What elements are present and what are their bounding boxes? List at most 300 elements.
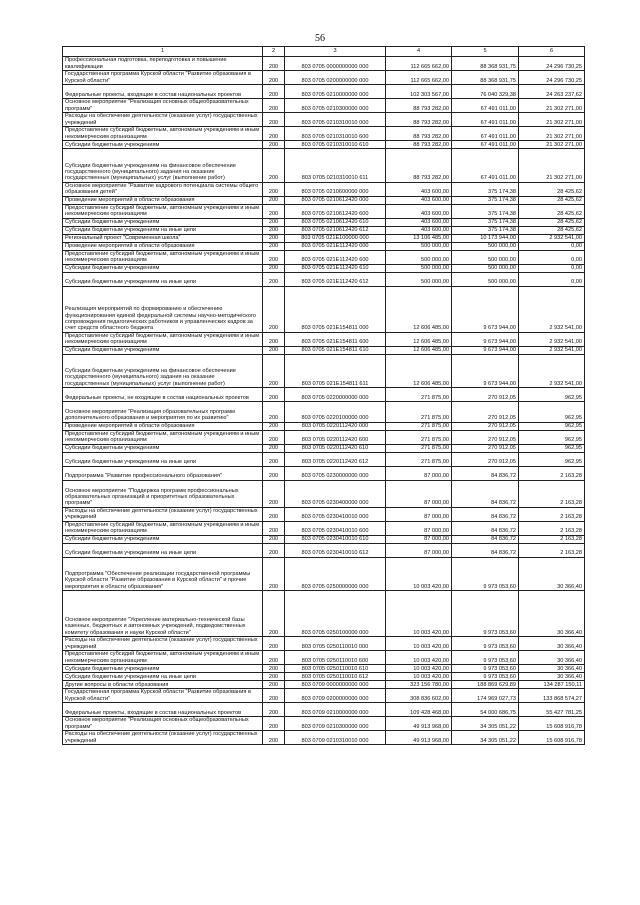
amount-cell: 270 912,05 bbox=[452, 402, 519, 423]
amount-cell: 2 163,28 bbox=[519, 466, 585, 480]
table-row bbox=[63, 535, 585, 543]
amount-cell: 21 302 271,00 bbox=[519, 113, 585, 127]
amount-cell: 270 912,05 bbox=[452, 452, 519, 466]
budget-classification-cell: 803 0705 0210310010 600 bbox=[285, 127, 386, 141]
line-code-cell: 200 bbox=[263, 665, 285, 673]
budget-classification-cell: 803 0705 021E112420 610 bbox=[285, 264, 386, 272]
table-row bbox=[63, 57, 585, 71]
amount-cell: 2 932 541,00 bbox=[519, 346, 585, 354]
table-row bbox=[63, 665, 585, 673]
budget-classification-cell: 803 0705 021E112420 000 bbox=[285, 242, 386, 250]
amount-cell: 30 366,40 bbox=[519, 591, 585, 637]
line-code-cell: 200 bbox=[263, 204, 285, 218]
table-row bbox=[63, 182, 585, 196]
amount-cell: 10 003 420,00 bbox=[386, 591, 452, 637]
amount-cell: 67 491 011,00 bbox=[452, 113, 519, 127]
amount-cell: 962,95 bbox=[519, 388, 585, 402]
amount-cell: 9 673 944,00 bbox=[452, 286, 519, 332]
amount-cell: 67 491 011,00 bbox=[452, 141, 519, 149]
amount-cell: 500 000,00 bbox=[452, 272, 519, 286]
expense-name-cell: Основное мероприятие "Реализация основных общеобразовательных программ" bbox=[63, 717, 263, 731]
table-row bbox=[63, 196, 585, 204]
table-row bbox=[63, 234, 585, 242]
budget-classification-cell: 803 0705 0220000000 000 bbox=[285, 388, 386, 402]
expense-name-cell: Предоставление субсидий бюджетным, автономным учреждениям и иным некоммерческим организациям bbox=[63, 430, 263, 444]
expense-name-cell: Предоставление субсидий бюджетным, автономным учреждениям и иным некоммерческим организациям bbox=[63, 204, 263, 218]
expense-name-cell: Профессиональная подготовка, переподготовка и повышение квалификации bbox=[63, 57, 263, 71]
table-row bbox=[63, 422, 585, 430]
expense-name-cell: Субсидии бюджетным учреждениям bbox=[63, 665, 263, 673]
amount-cell: 28 425,62 bbox=[519, 196, 585, 204]
expense-name-cell: Субсидии бюджетным учреждениям на иные цели bbox=[63, 673, 263, 681]
table-row bbox=[63, 346, 585, 354]
budget-table bbox=[62, 46, 585, 745]
amount-cell: 271 875,00 bbox=[386, 430, 452, 444]
line-code-cell: 200 bbox=[263, 637, 285, 651]
budget-classification-cell: 803 0705 0220112420 610 bbox=[285, 444, 386, 452]
budget-classification-cell: 803 0705 0230400000 000 bbox=[285, 480, 386, 507]
table-row bbox=[63, 113, 585, 127]
line-code-cell: 200 bbox=[263, 226, 285, 234]
expense-name-cell: Проведение мероприятий в области образования bbox=[63, 196, 263, 204]
amount-cell: 49 913 968,00 bbox=[386, 717, 452, 731]
amount-cell: 76 040 329,38 bbox=[452, 85, 519, 99]
amount-cell: 500 000,00 bbox=[386, 272, 452, 286]
amount-cell: 133 868 574,27 bbox=[519, 689, 585, 703]
table-row bbox=[63, 480, 585, 507]
table-row bbox=[63, 673, 585, 681]
budget-classification-cell: 803 0709 0000000000 000 bbox=[285, 681, 386, 689]
line-code-cell: 200 bbox=[263, 354, 285, 388]
amount-cell: 375 174,38 bbox=[452, 182, 519, 196]
budget-classification-cell: 803 0705 0210612420 610 bbox=[285, 218, 386, 226]
amount-cell: 0,00 bbox=[519, 272, 585, 286]
expense-name-cell: Подпрограмма "Развитие профессионального образования" bbox=[63, 466, 263, 480]
expense-name-cell: Предоставление субсидий бюджетным, автономным учреждениям и иным некоммерческим организациям bbox=[63, 332, 263, 346]
expense-name-cell: Государственная программа Курской области "Развитие образования в Курской области" bbox=[63, 71, 263, 85]
expense-name-cell: Расходы на обеспечение деятельности (оказание услуг) государственных учреждений bbox=[63, 507, 263, 521]
amount-cell: 21 302 271,00 bbox=[519, 99, 585, 113]
amount-cell: 500 000,00 bbox=[386, 264, 452, 272]
amount-cell: 84 836,72 bbox=[452, 507, 519, 521]
amount-cell: 2 163,28 bbox=[519, 507, 585, 521]
table-row bbox=[63, 543, 585, 557]
amount-cell: 403 600,00 bbox=[386, 196, 452, 204]
budget-classification-cell: 803 0705 0230410010 610 bbox=[285, 535, 386, 543]
amount-cell: 67 491 011,00 bbox=[452, 99, 519, 113]
amount-cell: 0,00 bbox=[519, 264, 585, 272]
amount-cell: 84 836,72 bbox=[452, 521, 519, 535]
table-row bbox=[63, 521, 585, 535]
table-row bbox=[63, 332, 585, 346]
amount-cell: 88 793 282,00 bbox=[386, 149, 452, 183]
table-row bbox=[63, 264, 585, 272]
amount-cell: 12 606 485,00 bbox=[386, 286, 452, 332]
budget-classification-cell: 803 0705 0220112420 612 bbox=[285, 452, 386, 466]
expense-name-cell: Федеральные проекты, не входящие в состав национальных проектов bbox=[63, 388, 263, 402]
table-row bbox=[63, 250, 585, 264]
amount-cell: 323 156 780,00 bbox=[386, 681, 452, 689]
table-row bbox=[63, 444, 585, 452]
line-code-cell: 200 bbox=[263, 71, 285, 85]
expense-name-cell: Предоставление субсидий бюджетным, автономным учреждениям и иным некоммерческим организациям bbox=[63, 521, 263, 535]
expense-name-cell: Расходы на обеспечение деятельности (оказание услуг) государственных учреждений bbox=[63, 113, 263, 127]
amount-cell: 2 932 541,00 bbox=[519, 354, 585, 388]
amount-cell: 55 427 781,25 bbox=[519, 703, 585, 717]
amount-cell: 102 303 567,00 bbox=[386, 85, 452, 99]
table-row bbox=[63, 226, 585, 234]
line-code-cell: 200 bbox=[263, 388, 285, 402]
line-code-cell: 200 bbox=[263, 402, 285, 423]
table-row bbox=[63, 85, 585, 99]
amount-cell: 34 305 051,22 bbox=[452, 717, 519, 731]
amount-cell: 30 366,40 bbox=[519, 673, 585, 681]
table-row bbox=[63, 466, 585, 480]
amount-cell: 174 969 027,73 bbox=[452, 689, 519, 703]
budget-classification-cell: 803 0705 0000000000 000 bbox=[285, 57, 386, 71]
table-row bbox=[63, 99, 585, 113]
budget-classification-cell: 803 0705 0230410010 612 bbox=[285, 543, 386, 557]
line-code-cell: 200 bbox=[263, 535, 285, 543]
amount-cell: 88 368 931,75 bbox=[452, 71, 519, 85]
budget-classification-cell: 803 0705 0250110010 600 bbox=[285, 651, 386, 665]
table-row bbox=[63, 430, 585, 444]
expense-name-cell: Субсидии бюджетным учреждениям bbox=[63, 141, 263, 149]
amount-cell: 88 368 931,75 bbox=[452, 57, 519, 71]
amount-cell: 84 836,72 bbox=[452, 535, 519, 543]
expense-name-cell: Реализация мероприятий по формированию и обеспечению функционирования единой федеральной системы научно-методического сопровождения педагогических работников и управленческих кадров за счет средств областного бюджета bbox=[63, 286, 263, 332]
column-header: 2 bbox=[263, 47, 285, 57]
amount-cell: 30 366,40 bbox=[519, 665, 585, 673]
expense-name-cell: Субсидии бюджетным учреждениям bbox=[63, 264, 263, 272]
amount-cell: 271 875,00 bbox=[386, 388, 452, 402]
amount-cell: 271 875,00 bbox=[386, 402, 452, 423]
amount-cell: 403 600,00 bbox=[386, 226, 452, 234]
expense-name-cell: Проведение мероприятий в области образования bbox=[63, 422, 263, 430]
table-row bbox=[63, 651, 585, 665]
line-code-cell: 200 bbox=[263, 681, 285, 689]
amount-cell: 9 973 053,60 bbox=[452, 673, 519, 681]
expense-name-cell: Расходы на обеспечение деятельности (оказание услуг) государственных учреждений bbox=[63, 637, 263, 651]
expense-name-cell: Основное мероприятие "Поддержка программ профессиональных образовательных организаций и приоритетных образовательных программ" bbox=[63, 480, 263, 507]
amount-cell: 21 302 271,00 bbox=[519, 127, 585, 141]
amount-cell: 88 793 282,00 bbox=[386, 99, 452, 113]
amount-cell: 21 302 271,00 bbox=[519, 149, 585, 183]
table-row bbox=[63, 507, 585, 521]
line-code-cell: 200 bbox=[263, 286, 285, 332]
expense-name-cell: Федеральные проекты, входящие в состав национальных проектов bbox=[63, 703, 263, 717]
budget-classification-cell: 803 0705 0250110010 612 bbox=[285, 673, 386, 681]
amount-cell: 962,95 bbox=[519, 452, 585, 466]
line-code-cell: 200 bbox=[263, 149, 285, 183]
line-code-cell: 200 bbox=[263, 182, 285, 196]
budget-classification-cell: 803 0705 0210310010 000 bbox=[285, 113, 386, 127]
line-code-cell: 200 bbox=[263, 591, 285, 637]
amount-cell: 2 932 541,00 bbox=[519, 234, 585, 242]
expense-name-cell: Государственная программа Курской области "Развитие образования в Курской области" bbox=[63, 689, 263, 703]
amount-cell: 24 296 730,25 bbox=[519, 57, 585, 71]
amount-cell: 500 000,00 bbox=[452, 264, 519, 272]
amount-cell: 0,00 bbox=[519, 250, 585, 264]
line-code-cell: 200 bbox=[263, 332, 285, 346]
line-code-cell: 200 bbox=[263, 703, 285, 717]
table-row bbox=[63, 637, 585, 651]
column-header: 4 bbox=[386, 47, 452, 57]
column-header: 3 bbox=[285, 47, 386, 57]
column-header: 6 bbox=[519, 47, 585, 57]
table-row bbox=[63, 388, 585, 402]
budget-classification-cell: 803 0709 0210310010 000 bbox=[285, 731, 386, 745]
budget-classification-cell: 803 0705 021E154811 000 bbox=[285, 286, 386, 332]
expense-name-cell: Подпрограмма "Обеспечение реализации государственной программы Курской области "Развитие образования в Курской области" и прочие мероприятия в области образования" bbox=[63, 557, 263, 591]
amount-cell: 84 836,72 bbox=[452, 466, 519, 480]
amount-cell: 962,95 bbox=[519, 402, 585, 423]
amount-cell: 112 665 662,00 bbox=[386, 57, 452, 71]
line-code-cell: 200 bbox=[263, 346, 285, 354]
table-row bbox=[63, 689, 585, 703]
expense-name-cell: Федеральные проекты, входящие в состав национальных проектов bbox=[63, 85, 263, 99]
budget-classification-cell: 803 0705 0210310010 610 bbox=[285, 141, 386, 149]
amount-cell: 24 263 237,62 bbox=[519, 85, 585, 99]
amount-cell: 87 000,00 bbox=[386, 480, 452, 507]
amount-cell: 12 606 485,00 bbox=[386, 354, 452, 388]
amount-cell: 375 174,38 bbox=[452, 218, 519, 226]
budget-classification-cell: 803 0705 0210000000 000 bbox=[285, 85, 386, 99]
amount-cell: 87 000,00 bbox=[386, 521, 452, 535]
amount-cell: 10 003 420,00 bbox=[386, 651, 452, 665]
amount-cell: 9 973 053,60 bbox=[452, 665, 519, 673]
amount-cell: 30 366,40 bbox=[519, 651, 585, 665]
line-code-cell: 200 bbox=[263, 466, 285, 480]
expense-name-cell: Субсидии бюджетным учреждениям bbox=[63, 444, 263, 452]
table-row bbox=[63, 452, 585, 466]
budget-classification-cell: 803 0705 0250110010 000 bbox=[285, 637, 386, 651]
budget-classification-cell: 803 0705 0210300000 000 bbox=[285, 99, 386, 113]
amount-cell: 54 000 686,75 bbox=[452, 703, 519, 717]
amount-cell: 9 673 944,00 bbox=[452, 332, 519, 346]
amount-cell: 28 425,62 bbox=[519, 226, 585, 234]
expense-name-cell: Расходы на обеспечение деятельности (оказание услуг) государственных учреждений bbox=[63, 731, 263, 745]
budget-classification-cell: 803 0705 0200000000 000 bbox=[285, 71, 386, 85]
amount-cell: 270 912,05 bbox=[452, 422, 519, 430]
line-code-cell: 200 bbox=[263, 521, 285, 535]
amount-cell: 30 366,40 bbox=[519, 637, 585, 651]
table-row bbox=[63, 141, 585, 149]
amount-cell: 10 003 420,00 bbox=[386, 557, 452, 591]
line-code-cell: 200 bbox=[263, 444, 285, 452]
table-row bbox=[63, 557, 585, 591]
table-row bbox=[63, 286, 585, 332]
amount-cell: 2 932 541,00 bbox=[519, 286, 585, 332]
amount-cell: 271 875,00 bbox=[386, 422, 452, 430]
expense-name-cell: Предоставление субсидий бюджетным, автономным учреждениям и иным некоммерческим организациям bbox=[63, 250, 263, 264]
amount-cell: 12 606 485,00 bbox=[386, 346, 452, 354]
line-code-cell: 200 bbox=[263, 141, 285, 149]
line-code-cell: 200 bbox=[263, 218, 285, 226]
amount-cell: 270 912,05 bbox=[452, 430, 519, 444]
line-code-cell: 200 bbox=[263, 196, 285, 204]
line-code-cell: 200 bbox=[263, 651, 285, 665]
expense-name-cell: Субсидии бюджетным учреждениям на финансовое обеспечение государственного (муниципального) задания на оказание государственных (муниципальных) услуг (выполнение работ) bbox=[63, 354, 263, 388]
amount-cell: 9 673 944,00 bbox=[452, 346, 519, 354]
table-header-row bbox=[63, 47, 585, 57]
amount-cell: 84 836,72 bbox=[452, 480, 519, 507]
budget-classification-cell: 803 0705 021E112420 600 bbox=[285, 250, 386, 264]
amount-cell: 375 174,38 bbox=[452, 226, 519, 234]
line-code-cell: 200 bbox=[263, 99, 285, 113]
expense-name-cell: Основное мероприятие "Укрепление материально-технической базы казенных, бюджетных и автономных учреждений, подведомственных комитету образования и науки Курской области" bbox=[63, 591, 263, 637]
amount-cell: 0,00 bbox=[519, 242, 585, 250]
amount-cell: 12 606 485,00 bbox=[386, 332, 452, 346]
amount-cell: 500 000,00 bbox=[452, 242, 519, 250]
table-row bbox=[63, 218, 585, 226]
table-row bbox=[63, 149, 585, 183]
amount-cell: 403 600,00 bbox=[386, 204, 452, 218]
expense-name-cell: Субсидии бюджетным учреждениям на иные цели bbox=[63, 226, 263, 234]
amount-cell: 87 000,00 bbox=[386, 543, 452, 557]
line-code-cell: 200 bbox=[263, 543, 285, 557]
amount-cell: 9 973 053,60 bbox=[452, 651, 519, 665]
amount-cell: 9 973 053,60 bbox=[452, 557, 519, 591]
line-code-cell: 200 bbox=[263, 480, 285, 507]
amount-cell: 375 174,38 bbox=[452, 196, 519, 204]
line-code-cell: 200 bbox=[263, 272, 285, 286]
amount-cell: 500 000,00 bbox=[452, 250, 519, 264]
amount-cell: 88 793 282,00 bbox=[386, 113, 452, 127]
budget-classification-cell: 803 0705 0230000000 000 bbox=[285, 466, 386, 480]
budget-classification-cell: 803 0705 021E112420 612 bbox=[285, 272, 386, 286]
line-code-cell: 200 bbox=[263, 731, 285, 745]
budget-classification-cell: 803 0705 0230410010 600 bbox=[285, 521, 386, 535]
amount-cell: 24 296 730,25 bbox=[519, 71, 585, 85]
budget-classification-cell: 803 0705 021E100000 000 bbox=[285, 234, 386, 242]
amount-cell: 9 673 944,00 bbox=[452, 354, 519, 388]
expense-name-cell: Субсидии бюджетным учреждениям bbox=[63, 218, 263, 226]
expense-name-cell: Региональный проект "Современная школа" bbox=[63, 234, 263, 242]
line-code-cell: 200 bbox=[263, 264, 285, 272]
line-code-cell: 200 bbox=[263, 557, 285, 591]
line-code-cell: 200 bbox=[263, 422, 285, 430]
budget-classification-cell: 803 0705 0230410010 000 bbox=[285, 507, 386, 521]
budget-classification-cell: 803 0705 0250100000 000 bbox=[285, 591, 386, 637]
amount-cell: 88 793 282,00 bbox=[386, 141, 452, 149]
amount-cell: 500 000,00 bbox=[386, 250, 452, 264]
amount-cell: 15 608 916,78 bbox=[519, 731, 585, 745]
table-row bbox=[63, 272, 585, 286]
amount-cell: 109 428 468,00 bbox=[386, 703, 452, 717]
amount-cell: 962,95 bbox=[519, 422, 585, 430]
line-code-cell: 200 bbox=[263, 673, 285, 681]
expense-name-cell: Субсидии бюджетным учреждениям на иные цели bbox=[63, 272, 263, 286]
table-row bbox=[63, 127, 585, 141]
amount-cell: 134 287 150,11 bbox=[519, 681, 585, 689]
amount-cell: 10 173 944,00 bbox=[452, 234, 519, 242]
amount-cell: 9 973 053,60 bbox=[452, 637, 519, 651]
amount-cell: 112 665 662,00 bbox=[386, 71, 452, 85]
line-code-cell: 200 bbox=[263, 507, 285, 521]
expense-name-cell: Субсидии бюджетным учреждениям bbox=[63, 346, 263, 354]
table-row bbox=[63, 717, 585, 731]
column-header: 5 bbox=[452, 47, 519, 57]
budget-classification-cell: 803 0705 0210612420 000 bbox=[285, 196, 386, 204]
amount-cell: 10 003 420,00 bbox=[386, 637, 452, 651]
budget-classification-cell: 803 0709 0210000000 000 bbox=[285, 703, 386, 717]
amount-cell: 962,95 bbox=[519, 444, 585, 452]
expense-name-cell: Другие вопросы в области образования bbox=[63, 681, 263, 689]
amount-cell: 87 000,00 bbox=[386, 507, 452, 521]
expense-name-cell: Субсидии бюджетным учреждениям на финансовое обеспечение государственного (муниципального) задания на оказание государственных (муниципальных) услуг (выполнение работ) bbox=[63, 149, 263, 183]
line-code-cell: 200 bbox=[263, 242, 285, 250]
amount-cell: 10 003 420,00 bbox=[386, 673, 452, 681]
expense-name-cell: Проведение мероприятий в области образования bbox=[63, 242, 263, 250]
amount-cell: 28 425,62 bbox=[519, 182, 585, 196]
table-row bbox=[63, 681, 585, 689]
expense-name-cell: Основное мероприятие "Реализация основных общеобразовательных программ" bbox=[63, 99, 263, 113]
table-row bbox=[63, 591, 585, 637]
amount-cell: 308 836 602,00 bbox=[386, 689, 452, 703]
amount-cell: 2 932 541,00 bbox=[519, 332, 585, 346]
column-header: 1 bbox=[63, 47, 263, 57]
budget-classification-cell: 803 0705 021E154811 611 bbox=[285, 354, 386, 388]
page-number: 56 bbox=[315, 33, 325, 44]
budget-classification-cell: 803 0705 0250110010 610 bbox=[285, 665, 386, 673]
expense-name-cell: Основное мероприятие "Развитие кадрового потенциала системы общего образования детей" bbox=[63, 182, 263, 196]
budget-classification-cell: 803 0709 0200000000 000 bbox=[285, 689, 386, 703]
amount-cell: 271 875,00 bbox=[386, 452, 452, 466]
table-row bbox=[63, 402, 585, 423]
amount-cell: 2 163,28 bbox=[519, 535, 585, 543]
expense-name-cell: Субсидии бюджетным учреждениям на иные цели bbox=[63, 543, 263, 557]
table-row bbox=[63, 242, 585, 250]
table-row bbox=[63, 71, 585, 85]
amount-cell: 403 600,00 bbox=[386, 218, 452, 226]
line-code-cell: 200 bbox=[263, 250, 285, 264]
amount-cell: 271 875,00 bbox=[386, 444, 452, 452]
amount-cell: 34 305 051,22 bbox=[452, 731, 519, 745]
amount-cell: 2 163,28 bbox=[519, 543, 585, 557]
budget-classification-cell: 803 0705 0220100000 000 bbox=[285, 402, 386, 423]
expense-name-cell: Основное мероприятие "Реализация образовательных программ дополнительного образования и мероприятия по их развитию" bbox=[63, 402, 263, 423]
amount-cell: 2 163,28 bbox=[519, 521, 585, 535]
amount-cell: 84 836,72 bbox=[452, 543, 519, 557]
amount-cell: 15 608 916,78 bbox=[519, 717, 585, 731]
line-code-cell: 200 bbox=[263, 452, 285, 466]
expense-name-cell: Предоставление субсидий бюджетным, автономным учреждениям и иным некоммерческим организациям bbox=[63, 651, 263, 665]
amount-cell: 21 302 271,00 bbox=[519, 141, 585, 149]
budget-classification-cell: 803 0705 021E154811 600 bbox=[285, 332, 386, 346]
budget-classification-cell: 803 0709 0210300000 000 bbox=[285, 717, 386, 731]
amount-cell: 30 366,40 bbox=[519, 557, 585, 591]
table-row bbox=[63, 731, 585, 745]
budget-classification-cell: 803 0705 0220112420 000 bbox=[285, 422, 386, 430]
line-code-cell: 200 bbox=[263, 85, 285, 99]
amount-cell: 962,95 bbox=[519, 430, 585, 444]
amount-cell: 28 425,62 bbox=[519, 204, 585, 218]
line-code-cell: 200 bbox=[263, 234, 285, 242]
amount-cell: 49 913 968,00 bbox=[386, 731, 452, 745]
budget-classification-cell: 803 0705 0220112420 600 bbox=[285, 430, 386, 444]
amount-cell: 403 600,00 bbox=[386, 182, 452, 196]
expense-name-cell: Субсидии бюджетным учреждениям на иные цели bbox=[63, 452, 263, 466]
amount-cell: 188 869 629,89 bbox=[452, 681, 519, 689]
budget-classification-cell: 803 0705 0210612420 612 bbox=[285, 226, 386, 234]
line-code-cell: 200 bbox=[263, 127, 285, 141]
amount-cell: 28 425,62 bbox=[519, 218, 585, 226]
line-code-cell: 200 bbox=[263, 430, 285, 444]
amount-cell: 13 106 485,00 bbox=[386, 234, 452, 242]
amount-cell: 270 912,05 bbox=[452, 388, 519, 402]
line-code-cell: 200 bbox=[263, 689, 285, 703]
